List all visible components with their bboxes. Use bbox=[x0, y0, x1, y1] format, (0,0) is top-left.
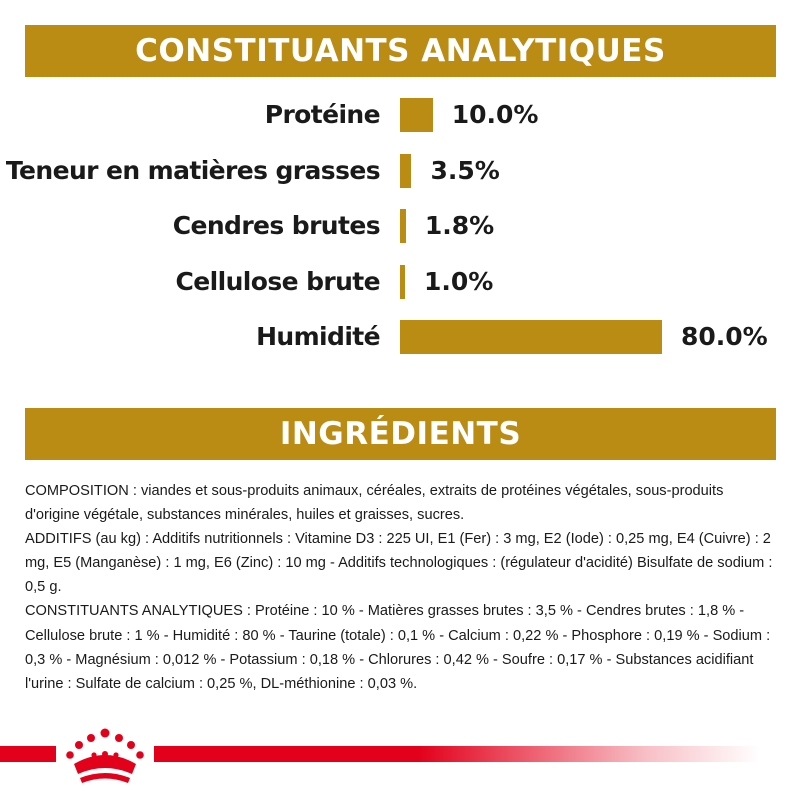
chart-category-label: Cellulose brute bbox=[175, 266, 380, 296]
analytics-title: CONSTITUANTS ANALYTIQUES bbox=[135, 33, 666, 69]
chart-category-label: Protéine bbox=[264, 100, 380, 129]
additives-paragraph: ADDITIFS (au kg) : Additifs nutritionnels : Vitamine D3 : 225 UI, E1 (Fer) : 3 mg, E2 (Iode) : 0,25 mg, E4 (Cuivre) : 2 mg, E5 (Manganèse) : 1 mg, E6 (Zinc) : 10 mg - Additifs technologiques : (régulateur d'acidité) Bisulfate de sodium : 0,5 g. bbox=[25, 531, 773, 596]
crown-icon bbox=[56, 724, 154, 788]
chart-value-label: 3.5% bbox=[430, 155, 500, 185]
chart-bar bbox=[400, 154, 411, 188]
chart-value-label: 1.8% bbox=[424, 211, 495, 240]
chart-category-label: Humidité bbox=[256, 322, 380, 351]
composition-paragraph: COMPOSITION : viandes et sous-produits animaux, céréales, extraits de protéines végétales, sous-produits d'origine végétale, substances minérales, huiles et graisses, sucres. bbox=[25, 483, 724, 524]
chart-row bbox=[0, 206, 800, 246]
chart-category-label: Teneur en matières grasses bbox=[5, 155, 380, 185]
chart-row bbox=[0, 262, 800, 302]
composition-text bbox=[25, 479, 777, 696]
chart-value-label: 10.0% bbox=[451, 100, 539, 129]
ingredients-banner bbox=[25, 408, 776, 460]
chart-row bbox=[0, 151, 800, 191]
chart-value-label: 80.0% bbox=[681, 322, 768, 351]
chart-bar bbox=[400, 265, 405, 299]
chart-category-label: Cendres brutes bbox=[172, 211, 380, 240]
chart-bar bbox=[400, 98, 433, 132]
analytics-banner bbox=[25, 25, 776, 77]
chart-bar bbox=[400, 209, 406, 243]
chart-bar bbox=[400, 320, 662, 354]
analytics-paragraph: CONSTITUANTS ANALYTIQUES : Protéine : 10 % - Matières grasses brutes : 3,5 % - Cendres brutes : 1,8 % - Cellulose brute : 1 % - Humidité : 80 % - Taurine (totale) : 0,1 % - Calcium : 0,22 % - Phosphore : 0,19 % - Sodium : 0,3 % - Magnésium : 0,012 % - Potassium : 0,18 % - Chlorures : 0,42 % - Soufre : 0,17 % - Substances acidifiant l'urine : Sulfate de calcium : 0,25 %, DL-méthionine : 0,03 %. bbox=[25, 603, 771, 692]
chart-row bbox=[0, 95, 800, 135]
chart-value-label: 1.0% bbox=[424, 266, 494, 296]
ingredients-title: INGRÉDIENTS bbox=[279, 416, 522, 452]
chart-row bbox=[0, 317, 800, 357]
nutrient-bar-chart bbox=[0, 95, 800, 380]
